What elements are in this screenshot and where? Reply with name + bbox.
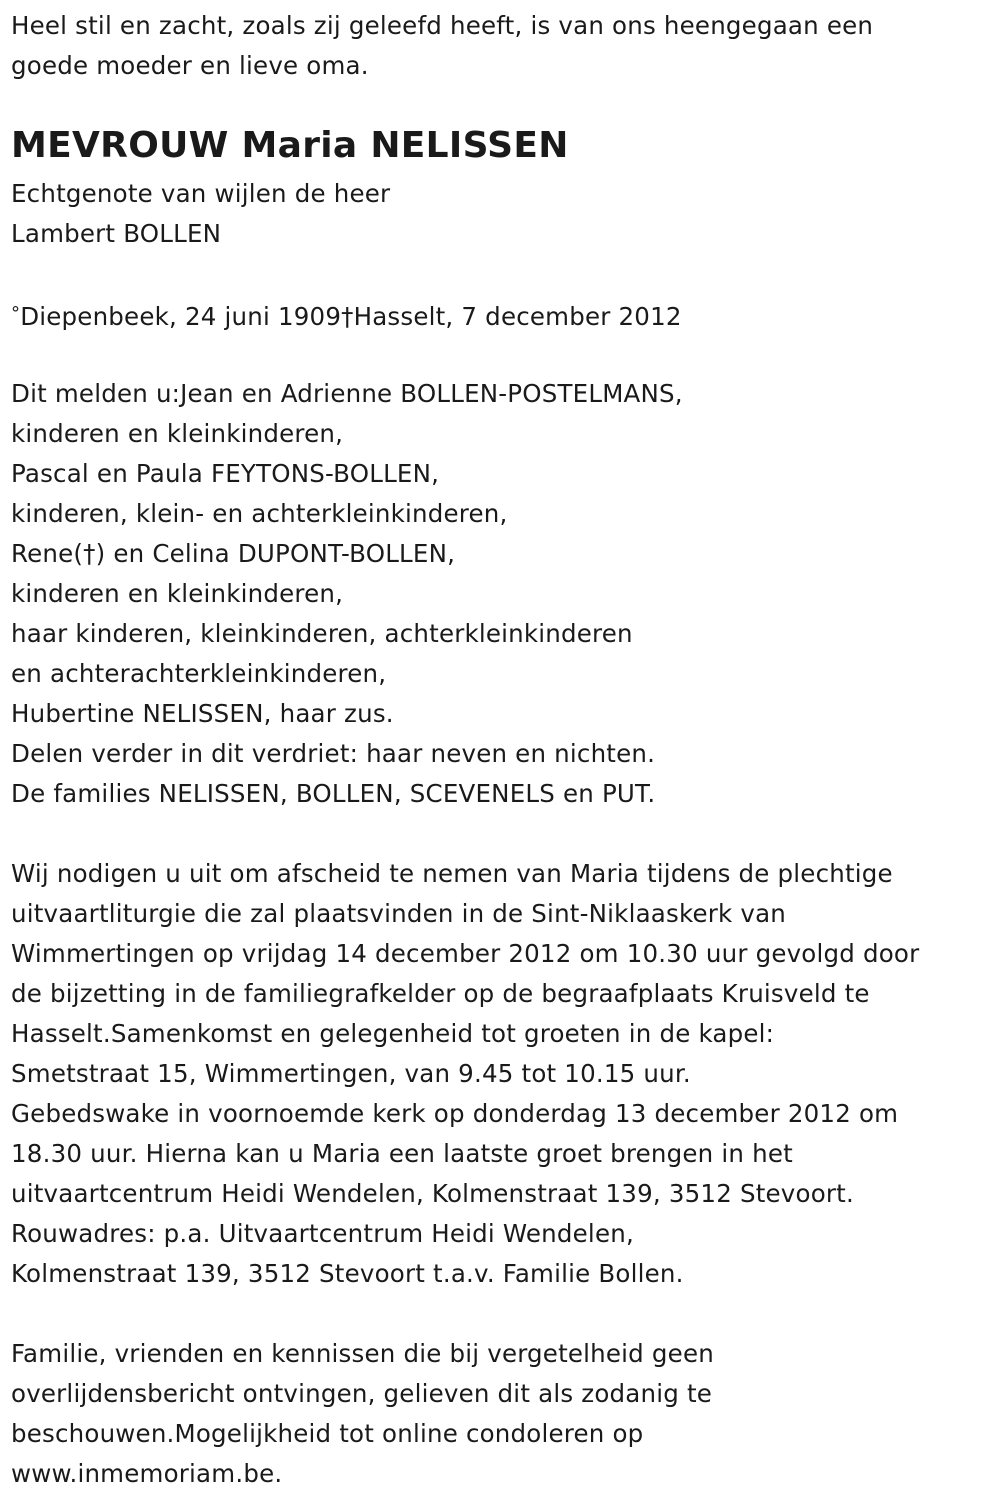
mourner-line: haar kinderen, kleinkinderen, achterkleinkinderen — [11, 619, 633, 648]
mourners-paragraph — [11, 374, 683, 814]
notice-line: www.inmemoriam.be. — [11, 1459, 283, 1488]
funeral-line: Wimmertingen op vrijdag 14 december 2012 om 10.30 uur gevolgd door — [11, 939, 920, 968]
mourner-line: Dit melden u:Jean en Adrienne BOLLEN-POSTELMANS, — [11, 379, 683, 408]
dates-paragraph — [11, 294, 682, 334]
funeral-line: Gebedswake in voornoemde kerk op donderdag 13 december 2012 om — [11, 1099, 899, 1128]
notice-line: overlijdensbericht ontvingen, gelieven dit als zodanig te — [11, 1379, 713, 1408]
funeral-paragraph — [11, 854, 919, 1294]
mourner-line: Delen verder in dit verdriet: haar neven en nichten. — [11, 739, 656, 768]
funeral-line: uitvaartliturgie die zal plaatsvinden in de Sint-Niklaaskerk van — [11, 899, 787, 928]
birth-mark: ° — [11, 303, 21, 324]
mourner-line: Rene(†) en Celina DUPONT-BOLLEN, — [11, 539, 456, 568]
deceased-name: MEVROUW Maria NELISSEN — [11, 125, 569, 166]
birth-death-dates — [11, 294, 682, 334]
mourner-line: De families NELISSEN, BOLLEN, SCEVENELS en PUT. — [11, 779, 656, 808]
funeral-line: Kolmenstraat 139, 3512 Stevoort t.a.v. Familie Bollen. — [11, 1259, 684, 1288]
funeral-line: Hasselt.Samenkomst en gelegenheid tot groeten in de kapel: — [11, 1019, 775, 1048]
funeral-line: de bijzetting in de familiegrafkelder op de begraafplaats Kruisveld te — [11, 979, 870, 1008]
mourner-line: kinderen, klein- en achterkleinkinderen, — [11, 499, 508, 528]
mourner-line: Pascal en Paula FEYTONS-BOLLEN, — [11, 459, 440, 488]
notice-line: Familie, vrienden en kennissen die bij vergetelheid geen — [11, 1339, 714, 1368]
notice-paragraph — [11, 1334, 714, 1494]
intro-paragraph — [11, 6, 873, 86]
spouse-line: Lambert BOLLEN — [11, 219, 222, 248]
mourner-line: kinderen en kleinkinderen, — [11, 579, 344, 608]
mourner-line: en achterachterkleinkinderen, — [11, 659, 387, 688]
mourner-line: kinderen en kleinkinderen, — [11, 419, 344, 448]
notice-line: beschouwen.Mogelijkheid tot online condoleren op — [11, 1419, 644, 1448]
funeral-line: uitvaartcentrum Heidi Wendelen, Kolmenstraat 139, 3512 Stevoort. — [11, 1179, 854, 1208]
spouse-line: Echtgenote van wijlen de heer — [11, 179, 391, 208]
spouse-paragraph — [11, 174, 390, 254]
funeral-line: Smetstraat 15, Wimmertingen, van 9.45 tot 10.15 uur. — [11, 1059, 691, 1088]
mourner-line: Hubertine NELISSEN, haar zus. — [11, 699, 394, 728]
intro-line: goede moeder en lieve oma. — [11, 51, 369, 80]
funeral-line: Rouwadres: p.a. Uitvaartcentrum Heidi Wendelen, — [11, 1219, 634, 1248]
funeral-line: 18.30 uur. Hierna kan u Maria een laatste groet brengen in het — [11, 1139, 793, 1168]
funeral-line: Wij nodigen u uit om afscheid te nemen van Maria tijdens de plechtige — [11, 859, 893, 888]
dates-text: Diepenbeek, 24 juni 1909†Hasselt, 7 december 2012 — [20, 302, 682, 331]
intro-line: Heel stil en zacht, zoals zij geleefd heeft, is van ons heengegaan een — [11, 11, 874, 40]
